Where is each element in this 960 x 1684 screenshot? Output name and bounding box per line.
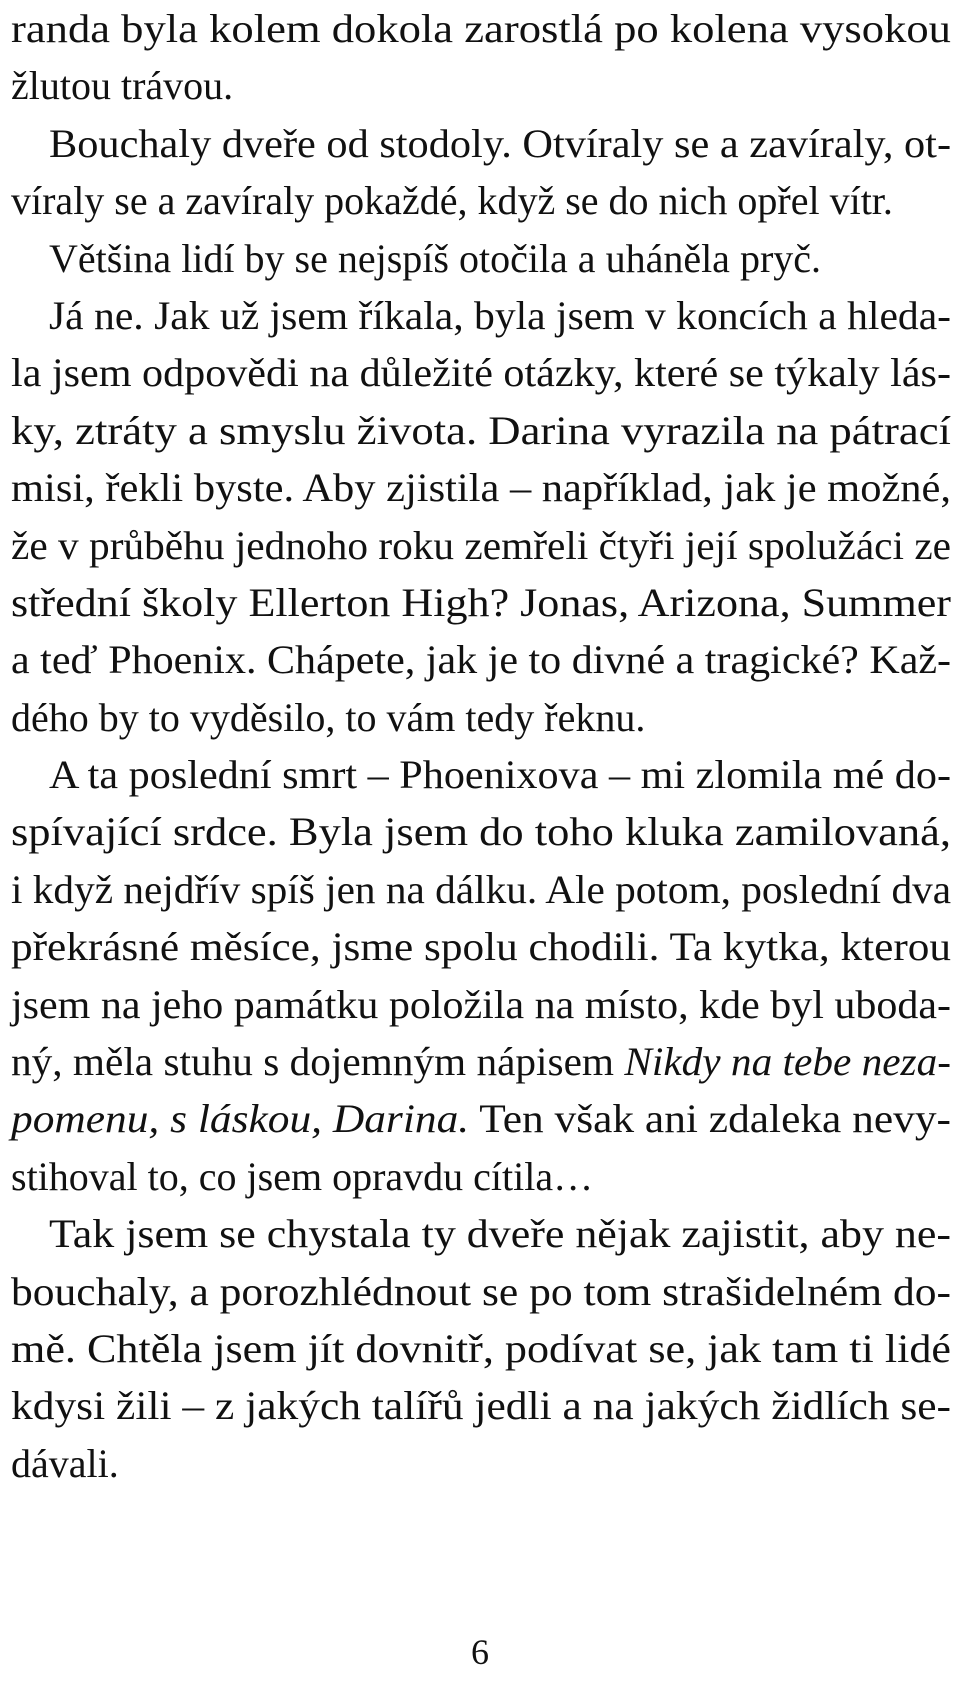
text-line-content (11, 1263, 951, 1320)
text-run: spívající srdce. Byla jsem do toho kluka zamilovaná, (11, 809, 952, 855)
text-run: bouchaly, a porozhlédnout se po tom strašidelném do- (11, 1268, 951, 1314)
text-line-content (11, 172, 893, 229)
text-line (11, 1320, 951, 1377)
text-line-content (49, 1205, 951, 1262)
text-line (11, 1263, 951, 1320)
text-run: překrásné měsíce, jsme spolu chodili. Ta kytka, kterou (11, 924, 952, 970)
text-line (11, 1377, 951, 1434)
text-run: žlutou trávou. (11, 63, 234, 109)
body-text (11, 0, 951, 1492)
text-line (11, 1148, 951, 1205)
text-run: mě. Chtěla jsem jít dovnitř, podívat se, jak tam ti lidé (11, 1325, 952, 1371)
text-line (11, 57, 951, 114)
text-line (11, 1033, 951, 1090)
text-line-content (11, 918, 951, 975)
text-line-content (11, 1090, 951, 1147)
text-line-content (11, 0, 951, 57)
text-run: Bouchaly dveře od stodoly. Otvíraly se a zavíraly, ot- (49, 120, 952, 166)
text-line (11, 517, 951, 574)
text-run: Tak jsem se chystala ty dveře nějak zajistit, aby ne- (49, 1211, 952, 1257)
text-line-content (11, 517, 951, 574)
text-line-content (11, 57, 233, 114)
text-line (11, 746, 951, 803)
text-line-content (11, 1435, 119, 1492)
text-line (11, 689, 951, 746)
text-run: A ta poslední smrt – Phoenixova – mi zlomila mé do- (49, 752, 951, 798)
text-line-content (11, 1033, 951, 1090)
text-line-content (11, 459, 951, 516)
text-run: ný, měla stuhu s dojemným nápisem (11, 1039, 625, 1085)
text-run: misi, řekli byste. Aby zjistila – například, jak je možné, (11, 465, 952, 511)
text-line-content (11, 344, 951, 401)
text-line-content (11, 861, 951, 918)
italic-text: pomenu, s láskou, Darina. (11, 1096, 470, 1142)
text-line (11, 0, 951, 57)
text-line (11, 172, 951, 229)
text-line-content (11, 1320, 951, 1377)
text-run: víraly se a zavíraly pokaždé, když se do nich opřel vítr. (11, 178, 893, 224)
text-run: la jsem odpovědi na důležité otázky, které se týkaly lás- (11, 350, 951, 396)
text-run: kdysi žili – z jakých talířů jedli a na jakých židlích se- (11, 1383, 952, 1429)
text-line (11, 1205, 951, 1262)
text-line (11, 1090, 951, 1147)
text-run: a teď Phoenix. Chápete, jak je to divné a tragické? Kaž- (11, 637, 952, 683)
text-run: ky, ztráty a smyslu života. Darina vyrazila na pátrací (11, 407, 951, 453)
text-run: dávali. (11, 1440, 119, 1486)
text-line-content (11, 689, 645, 746)
text-run: Já ne. Jak už jsem říkala, byla jsem v koncích a hleda- (49, 292, 952, 338)
text-line-content (49, 230, 821, 287)
text-run: stihoval to, co jsem opravdu cítila… (11, 1153, 594, 1199)
text-run: randa byla kolem dokola zarostlá po kolena vysokou (11, 6, 951, 51)
text-line-content (11, 1148, 593, 1205)
text-run: střední školy Ellerton High? Jonas, Arizona, Summer (11, 579, 951, 625)
italic-text: Nikdy na tebe neza- (624, 1039, 951, 1085)
text-line (11, 976, 951, 1033)
text-line-content (11, 574, 951, 631)
text-line-content (11, 803, 951, 860)
text-line-content (11, 1377, 951, 1434)
text-run: Ten však ani zdaleka nevy- (469, 1096, 952, 1142)
text-line (11, 1435, 951, 1492)
text-line-content (49, 746, 951, 803)
text-line-content (11, 631, 951, 688)
text-line (11, 459, 951, 516)
page-number: 6 (471, 1632, 489, 1672)
text-run: dého by to vyděsilo, to vám tedy řeknu. (11, 694, 646, 740)
text-line-content (11, 402, 951, 459)
text-line (11, 287, 951, 344)
text-run: i když nejdřív spíš jen na dálku. Ale potom, poslední dva (11, 866, 952, 912)
text-line (11, 402, 951, 459)
text-line-content (11, 976, 951, 1033)
text-line-content (49, 115, 951, 172)
text-line (11, 918, 951, 975)
text-line (11, 574, 951, 631)
text-line-content (49, 287, 951, 344)
text-line (11, 344, 951, 401)
text-run: jsem na jeho památku položila na místo, kde byl uboda- (11, 981, 952, 1027)
text-line (11, 803, 951, 860)
text-line (11, 115, 951, 172)
text-line (11, 631, 951, 688)
text-run: Většina lidí by se nejspíš otočila a uháněla pryč. (49, 235, 822, 281)
text-run: že v průběhu jednoho roku zemřeli čtyři její spolužáci ze (11, 522, 952, 568)
text-line (11, 230, 951, 287)
text-line (11, 861, 951, 918)
